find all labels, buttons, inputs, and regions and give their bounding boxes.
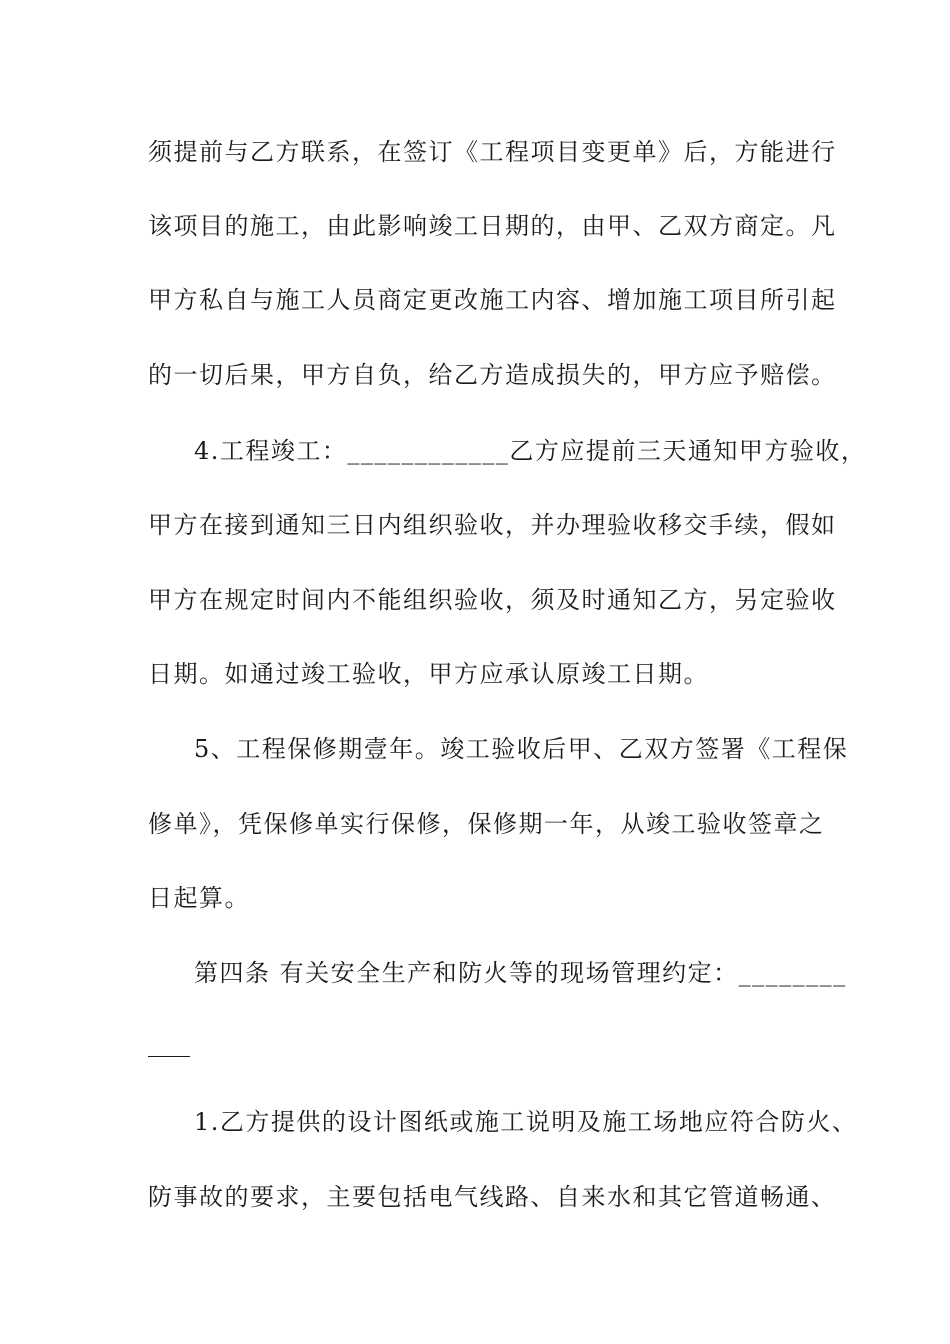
paragraph-line: 的一切后果，甲方自负，给乙方造成损失的，甲方应予赔偿。 [148, 361, 837, 389]
article-4-heading: 第四条 有关安全生产和防火等的现场管理约定：________ [194, 959, 847, 987]
paragraph-line: 甲方私自与施工人员商定更改施工内容、增加施工项目所引起 [148, 286, 837, 314]
paragraph-line: 防事故的要求，主要包括电气线路、自来水和其它管道畅通、 [148, 1183, 837, 1211]
clause-5-warranty: 5、工程保修期壹年。竣工验收后甲、乙双方签署《工程保 [194, 735, 849, 763]
paragraph-line: 须提前与乙方联系，在签订《工程项目变更单》后，方能进行 [148, 138, 837, 166]
clause-1-fire-safety: 1.乙方提供的设计图纸或施工说明及施工场地应符合防火、 [194, 1108, 858, 1136]
paragraph-line: 甲方在规定时间内不能组织验收，须及时通知乙方，另定验收 [148, 586, 837, 614]
clause-4-completion: 4.工程竣工：____________乙方应提前三天通知甲方验收， [194, 437, 867, 465]
paragraph-line: 修单》，凭保修单实行保修，保修期一年，从竣工验收签章之 [148, 810, 825, 838]
paragraph-line: 甲方在接到通知三日内组织验收，并办理验收移交手续，假如 [148, 511, 837, 539]
paragraph-line: 日期。如通过竣工验收，甲方应承认原竣工日期。 [148, 660, 709, 688]
fill-in-blank-line [148, 1056, 190, 1057]
paragraph-line: 日起算。 [148, 884, 250, 912]
paragraph-line: 该项目的施工，由此影响竣工日期的，由甲、乙双方商定。凡 [148, 212, 837, 240]
